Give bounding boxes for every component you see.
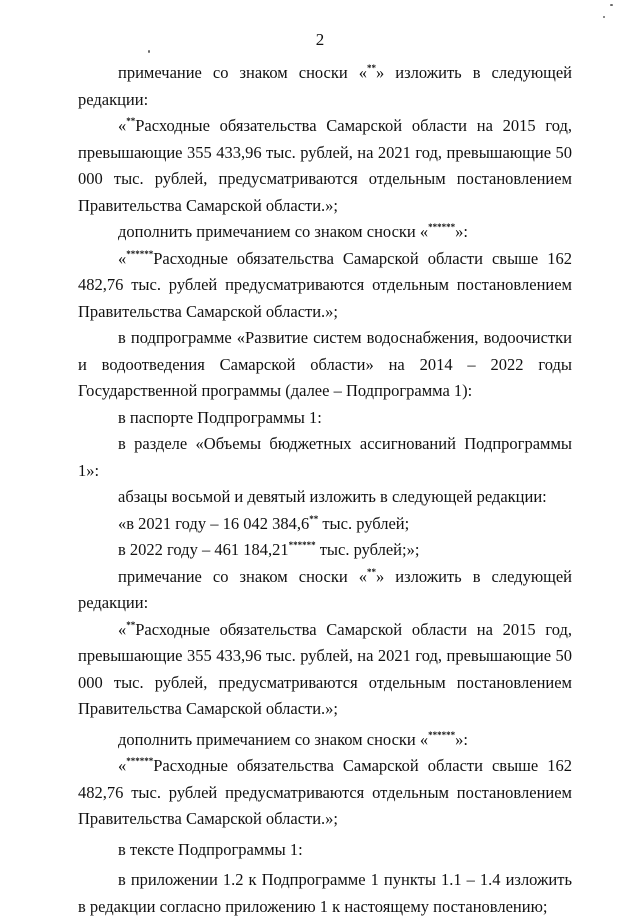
footnote-mark: ****** <box>428 729 456 740</box>
paragraph-text: Расходные обязательства Самарской области свыше 162 482,76 тыс. рублей предусматриваются отдельным постановлением Правительства Самарской области.»; <box>78 248 572 321</box>
footnote-mark: ** <box>309 513 319 524</box>
paragraph-text: тыс. рублей; <box>318 513 410 533</box>
paragraph-text: в 2022 году – 461 184,21 <box>118 540 289 559</box>
paragraph <box>78 113 572 219</box>
paragraph-text: дополнить примечанием со знаком сноски « <box>118 222 429 241</box>
paragraph <box>78 484 572 511</box>
paragraph-text: » изложить в следующей редакции: <box>78 566 573 612</box>
paragraph <box>78 564 572 617</box>
paragraph-text: в паспорте Подпрограммы 1: <box>118 407 322 427</box>
paragraph-text: примечание со знаком сноски « <box>118 63 368 82</box>
paragraph <box>78 617 572 723</box>
paragraph <box>78 867 572 920</box>
paragraph <box>78 219 572 246</box>
footnote-mark: ****** <box>126 756 154 766</box>
footnote-mark: ****** <box>428 222 456 232</box>
paragraph-text: »: <box>455 729 468 749</box>
scan-speck <box>610 4 613 6</box>
paragraph <box>78 837 572 864</box>
paragraph-text: « <box>118 756 127 775</box>
paragraph <box>78 405 572 432</box>
paragraph-text: « <box>118 116 127 135</box>
footnote-mark: ** <box>126 116 136 126</box>
paragraph <box>78 537 572 564</box>
footnote-mark: ** <box>126 619 136 630</box>
footnote-mark: ****** <box>288 540 316 550</box>
paragraph-text: в разделе «Объемы бюджетных ассигнований Подпрограммы 1»: <box>78 434 572 480</box>
paragraph <box>78 511 572 538</box>
paragraph-text: Расходные обязательства Самарской области свыше 162 482,76 тыс. рублей предусматриваются отдельным постановлением Правительства Самарской области.»; <box>78 756 572 828</box>
paragraph-text: » изложить в следующей редакции: <box>78 63 573 109</box>
paragraph-text: в тексте Подпрограммы 1: <box>118 839 303 859</box>
paragraph-text: « <box>118 619 127 639</box>
paragraph <box>78 753 572 833</box>
paragraph <box>78 727 572 754</box>
paragraph-text: »: <box>455 222 468 241</box>
scan-speck <box>148 50 150 53</box>
paragraph <box>78 246 572 326</box>
paragraph-text: Расходные обязательства Самарской области на 2015 год, превышающие 355 433,96 тыс. рублей, на 2021 год, превышающие 50 000 тыс. рублей, предусматриваются отдельным постановлением Правительства Самарской области.»; <box>78 619 572 718</box>
paragraph-text: Расходные обязательства Самарской области на 2015 год, превышающие 355 433,96 тыс. рублей, на 2021 год, превышающие 50 000 тыс. рублей, предусматриваются отдельным постановлением Правительства Самарской области.»; <box>78 116 572 215</box>
paragraph-text: тыс. рублей;»; <box>315 540 420 559</box>
page-number: 2 <box>315 30 325 49</box>
paragraph-text: дополнить примечанием со знаком сноски « <box>118 729 429 749</box>
paragraph-text: «в 2021 году – 16 042 384,6 <box>118 513 310 533</box>
paragraph <box>78 431 572 484</box>
paragraph-text: примечание со знаком сноски « <box>118 566 368 586</box>
paragraph-text: в подпрограмме «Развитие систем водоснабжения, водоочистки и водоотведения Самарской области» на 2014 – 2022 годы Государственной программы (далее – Подпрограмма 1): <box>78 328 572 400</box>
paragraph <box>78 325 572 405</box>
scan-speck <box>603 16 605 18</box>
paragraph-text: абзацы восьмой и девятый изложить в следующей редакции: <box>118 487 547 506</box>
paragraph-text: в приложении 1.2 к Подпрограмме 1 пункты 1.1 – 1.4 изложить в редакции согласно приложению 1 к настоящему постановлению; <box>78 870 572 916</box>
footnote-mark: ****** <box>126 248 154 259</box>
paragraph <box>78 60 572 113</box>
footnote-mark: ** <box>367 63 377 73</box>
footnote-mark: ** <box>367 566 377 577</box>
paragraph-text: « <box>118 248 127 268</box>
document-body <box>78 60 572 920</box>
